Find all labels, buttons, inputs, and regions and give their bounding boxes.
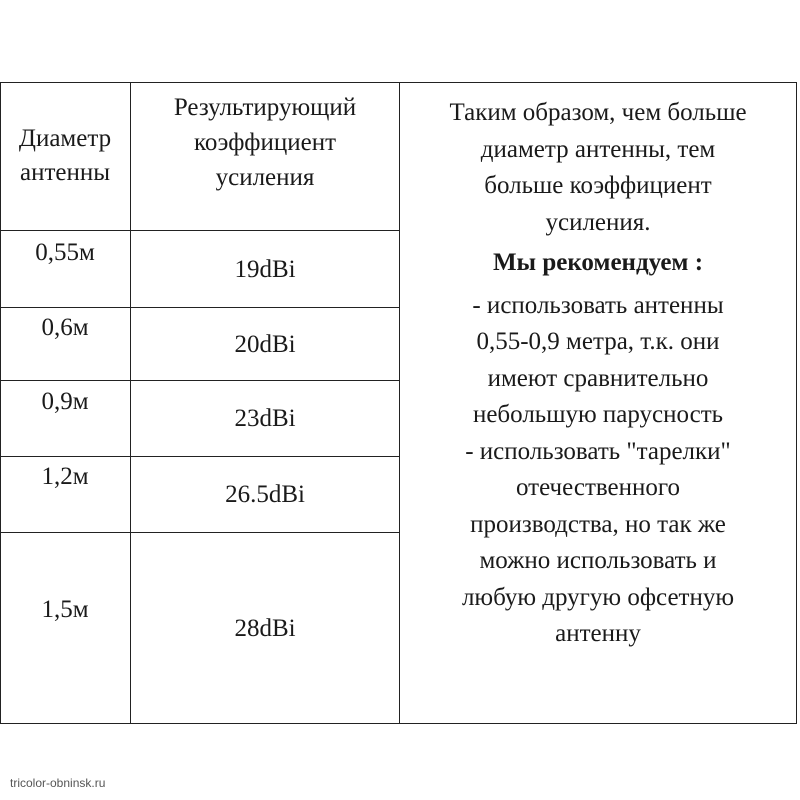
bullet2-line: отечественного [515, 474, 681, 501]
gain-cell: 28dBi [234, 615, 296, 642]
diameter-cell: 1,5м [41, 596, 89, 623]
intro-line: диаметр антенны, тем [480, 135, 716, 163]
diameter-cell: 0,6м [41, 314, 89, 341]
intro-line: усиления. [545, 208, 651, 236]
intro-line: Таким образом, чем больше [449, 99, 747, 126]
bullet1-line: небольшую парусность [472, 401, 724, 428]
notes-panel [400, 95, 796, 653]
header-diameter-line: антенны [19, 159, 111, 186]
bullet2-line: любую другую офсетную [461, 583, 735, 611]
row-divider [0, 456, 400, 457]
header-gain [131, 90, 399, 195]
bullet1-line: 0,55-0,9 метра, т.к. они [476, 328, 720, 355]
intro-line: больше коэффициент [484, 172, 712, 199]
bullet2-line: антенну [555, 620, 641, 647]
header-gain-line: коэффициент [193, 129, 337, 156]
diameter-cell: 0,55м [35, 239, 95, 266]
header-diameter [0, 122, 130, 190]
diameter-cell: 1,2м [41, 463, 89, 490]
diameter-cell: 0,9м [41, 388, 89, 415]
bullet1-line: имеют сравнительно [487, 364, 709, 392]
gain-cell: 19dBi [234, 256, 296, 283]
watermark: tricolor-obninsk.ru [10, 776, 106, 790]
row-divider [0, 532, 400, 533]
gain-cell: 23dBi [234, 405, 296, 432]
bullet1-line: - использовать антенны [472, 291, 724, 319]
gain-cell: 26.5dBi [225, 481, 305, 508]
header-gain-line: усиления [215, 164, 315, 191]
gain-cell: 20dBi [234, 331, 296, 358]
row-divider [0, 380, 400, 381]
bullet2-line: можно использовать и [479, 547, 717, 574]
bullet2-line: - использовать "тарелки" [465, 437, 731, 465]
bullet2-line: производства, но так же [470, 510, 726, 538]
header-gain-line: Результирующий [173, 94, 357, 121]
recommend-heading: Мы рекомендуем : [492, 249, 704, 276]
header-diameter-line: Диаметр [18, 125, 112, 152]
row-divider [0, 307, 400, 308]
row-divider [0, 230, 400, 231]
